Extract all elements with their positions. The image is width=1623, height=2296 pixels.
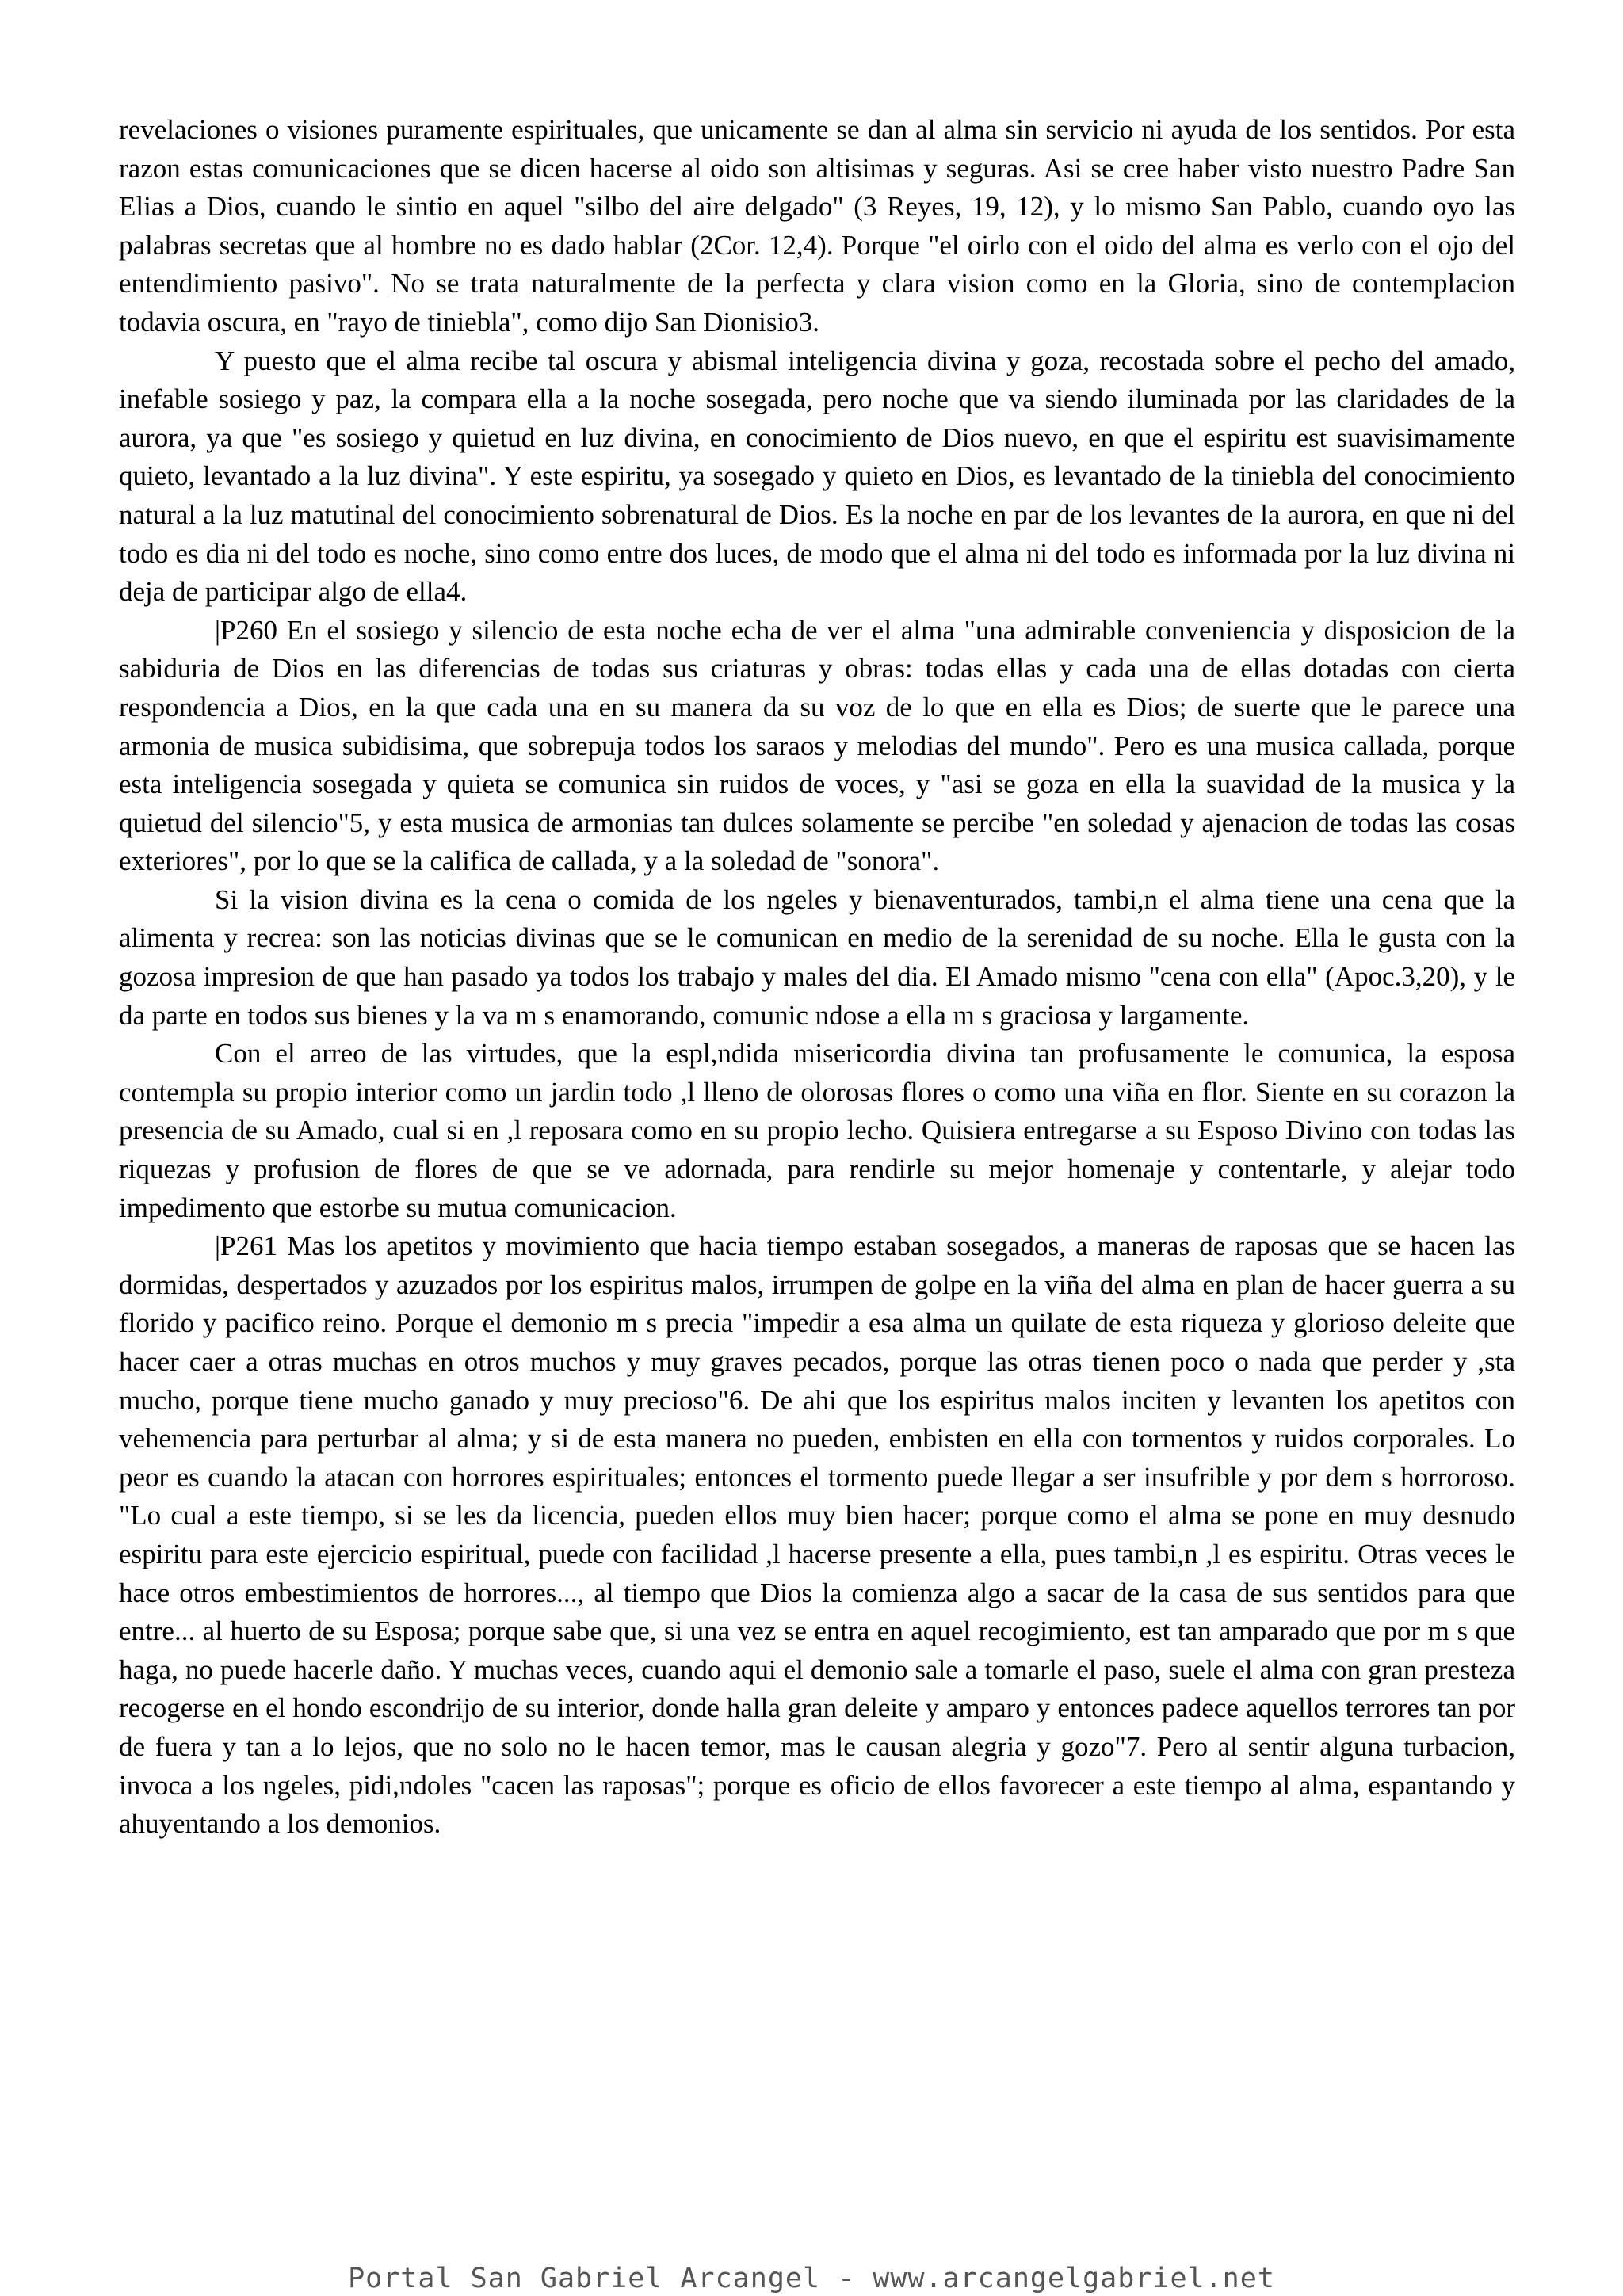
paragraph-4: Si la vision divina es la cena o comida de los ngeles y bienaventurados, tambi,n el alma tiene una cena que la alimenta y recrea: son las noticias divinas que se le comunican en medio de la serenidad de su noche. Ella le gusta con la gozosa impresion de que han pasado ya todos los trabajo y males del dia. El Amado mismo "cena con ella" (Apoc.3,20), y le da parte en todos sus bienes y la va m s enamorando, comunic ndose a ella m s graciosa y largamente. [119,883,1515,1031]
paragraph-2: Y puesto que el alma recibe tal oscura y abismal inteligencia divina y goza, recostada sobre el pecho del amado, inefable sosiego y paz, la compara ella a la noche sosegada, pero noche que va siendo iluminada por las claridades de la aurora, ya que "es sosiego y quietud en luz divina, en conocimiento de Dios nuevo, en que el espiritu est suavisimamente quieto, levantado a la luz divina". Y este espiritu, ya sosegado y quieto en Dios, es levantado de la tiniebla del conocimiento natural a la luz matutinal del conocimiento sobrenatural de Dios. Es la noche en par de los levantes de la aurora, en que ni del todo es dia ni del todo es noche, sino como entre dos luces, de modo que el alma ni del todo es informada por la luz divina ni deja de participar algo de ella4. [119,345,1515,608]
paragraph-5: Con el arreo de las virtudes, que la espl,ndida misericordia divina tan profusamente le comunica, la esposa contempla su propio interior como un jardin todo ,l lleno de olorosas flores o como una viña en flor. Siente en su corazon la presencia de su Amado, cual si en ,l reposara como en su propio lecho. Quisiera entregarse a su Esposo Divino con todas las riquezas y profusion de flores de que se ve adornada, para rendirle su mejor homenaje y contentarle, y alejar todo impedimento que estorbe su mutua comunicacion. [119,1038,1515,1223]
document-body [119,111,1515,1844]
paragraph-6: |P261 Mas los apetitos y movimiento que hacia tiempo estaban sosegados, a maneras de raposas que se hacen las dormidas, despertados y azuzados por los espiritus malos, irrumpen de golpe en la viña del alma en plan de hacer guerra a su florido y pacifico reino. Porque el demonio m s precia "impedir a esa alma un quilate de esta riqueza y glorioso deleite que hacer caer a otras muchas en otros muchos y muy graves pecados, porque las otras tienen poco o nada que perder y ,sta mucho, porque tiene mucho ganado y muy precioso"6. De ahi que los espiritus malos inciten y levanten los apetitos con vehemencia para perturbar al alma; y si de esta manera no pueden, embisten en ella con tormentos y ruidos corporales. Lo peor es cuando la atacan con horrores espirituales; entonces el tormento puede llegar a ser insufrible y por dem s horroroso. "Lo cual a este tiempo, si se les da licencia, pueden ellos muy bien hacer; porque como el alma se pone en muy desnudo espiritu para este ejercicio espiritual, puede con facilidad ,l hacerse presente a ella, pues tambi,n ,l es espiritu. Otras veces le hace otros embestimientos de horrores..., al tiempo que Dios la comienza algo a sacar de la casa de sus sentidos para que entre... al huerto de su Esposa; porque sabe que, si una vez se entra en aquel recogimiento, est tan amparado que por m s que haga, no puede hacerle daño. Y muchas veces, cuando aqui el demonio sale a tomarle el paso, suele el alma con gran presteza recogerse en el hondo escondrijo de su interior, donde halla gran deleite y amparo y entonces padece aquellos terrores tan por de fuera y tan a lo lejos, que no solo no le hacen temor, mas le causan alegria y gozo"7. Pero al sentir alguna turbacion, invoca a los ngeles, pidi,ndoles "cacen las raposas"; porque es oficio de ellos favorecer a este tiempo al alma, espantando y ahuyentando a los demonios. [119,1230,1515,1840]
paragraph-3: |P260 En el sosiego y silencio de esta noche echa de ver el alma "una admirable conveniencia y disposicion de la sabiduria de Dios en las diferencias de todas sus criaturas y obras: todas ellas y cada una de ellas dotadas con cierta respondencia a Dios, en la que cada una en su manera da su voz de lo que en ella es Dios; de suerte que le parece una armonia de musica subidisima, que sobrepuja todos los saraos y melodias del mundo". Pero es una musica callada, porque esta inteligencia sosegada y quieta se comunica sin ruidos de voces, y "asi se goza en ella la suavidad de la musica y la quietud del silencio"5, y esta musica de armonias tan dulces solamente se percibe "en soledad y ajenacion de todas las cosas exteriores", por lo que se la califica de callada, y a la soledad de "sonora". [119,614,1515,877]
page-footer: Portal San Gabriel Arcangel - www.arcangelgabriel.net [348,2263,1275,2294]
paragraph-1: revelaciones o visiones puramente espirituales, que unicamente se dan al alma sin servicio ni ayuda de los sentidos. Por esta razon estas comunicaciones que se dicen hacerse al oido son altisimas y seguras. Asi se cree haber visto nuestro Padre San Elias a Dios, cuando le sintio en aquel "silbo del aire delgado" (3 Reyes, 19, 12), y lo mismo San Pablo, cuando oyo las palabras secretas que al hombre no es dado hablar (2Cor. 12,4). Porque "el oirlo con el oido del alma es verlo con el ojo del entendimiento pasivo". No se trata naturalmente de la perfecta y clara vision como en la Gloria, sino de contemplacion todavia oscura, en "rayo de tiniebla", como dijo San Dionisio3. [119,114,1515,338]
